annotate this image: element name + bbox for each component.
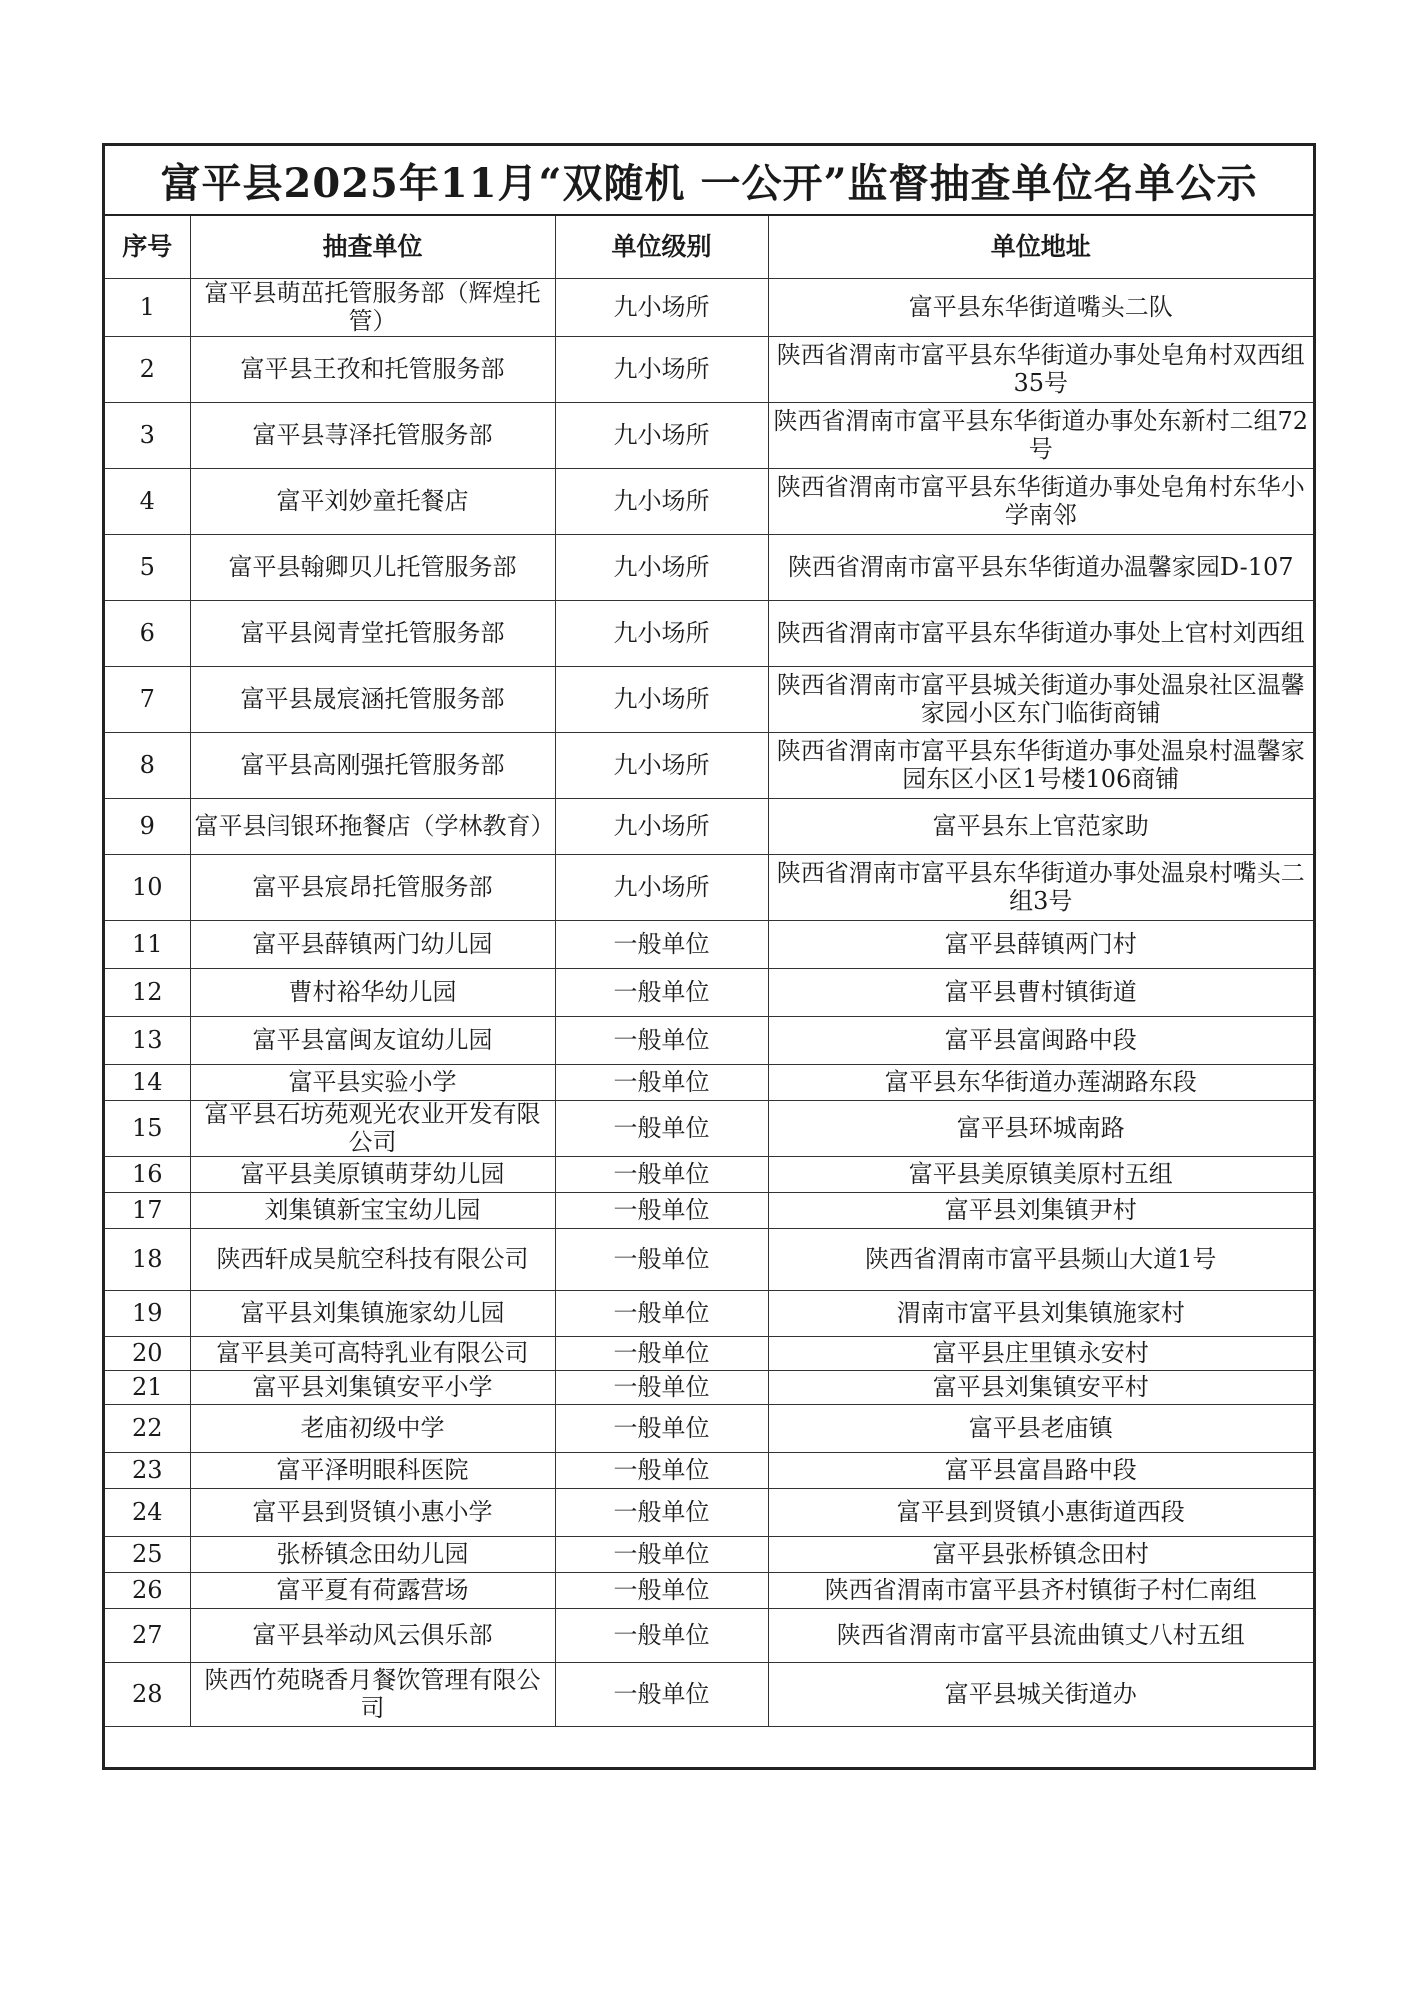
row-unit-level: 一般单位 — [555, 1157, 768, 1193]
row-unit-name: 张桥镇念田幼儿园 — [190, 1537, 555, 1573]
row-seq: 27 — [105, 1609, 190, 1663]
document-title: 富平县2025年11月“双随机 一公开”监督抽查单位名单公示 — [105, 146, 1313, 216]
row-unit-address: 富平县刘集镇安平村 — [768, 1371, 1313, 1405]
row-unit-level: 一般单位 — [555, 1229, 768, 1291]
row-unit-name: 富平县荨泽托管服务部 — [190, 403, 555, 469]
row-seq: 3 — [105, 403, 190, 469]
row-unit-level: 九小场所 — [555, 855, 768, 921]
table-row — [105, 469, 1313, 535]
table-row — [105, 1291, 1313, 1337]
row-unit-address: 渭南市富平县刘集镇施家村 — [768, 1291, 1313, 1337]
table-row — [105, 1371, 1313, 1405]
row-unit-level: 九小场所 — [555, 279, 768, 337]
row-unit-address: 富平县刘集镇尹村 — [768, 1193, 1313, 1229]
row-seq: 17 — [105, 1193, 190, 1229]
row-unit-name: 富平县王孜和托管服务部 — [190, 337, 555, 403]
row-unit-name: 曹村裕华幼儿园 — [190, 969, 555, 1017]
row-unit-name: 富平县实验小学 — [190, 1065, 555, 1101]
table-row — [105, 1157, 1313, 1193]
table-row — [105, 1065, 1313, 1101]
row-unit-address: 富平县东上官范家助 — [768, 799, 1313, 855]
table-row — [105, 279, 1313, 337]
table-row — [105, 601, 1313, 667]
table-row — [105, 1229, 1313, 1291]
table-row — [105, 1017, 1313, 1065]
row-unit-name: 富平县晟宸涵托管服务部 — [190, 667, 555, 733]
table-row — [105, 403, 1313, 469]
row-unit-level: 九小场所 — [555, 337, 768, 403]
row-unit-name: 富平县美可高特乳业有限公司 — [190, 1337, 555, 1371]
header-address: 单位地址 — [768, 216, 1313, 279]
inspection-table — [105, 216, 1313, 1727]
row-unit-level: 一般单位 — [555, 1101, 768, 1157]
row-unit-name: 富平县到贤镇小惠小学 — [190, 1489, 555, 1537]
row-unit-name: 富平县阅青堂托管服务部 — [190, 601, 555, 667]
table-row — [105, 1453, 1313, 1489]
row-seq: 21 — [105, 1371, 190, 1405]
row-seq: 4 — [105, 469, 190, 535]
row-seq: 20 — [105, 1337, 190, 1371]
table-row — [105, 535, 1313, 601]
row-unit-address: 富平县美原镇美原村五组 — [768, 1157, 1313, 1193]
row-unit-name: 富平县富闽友谊幼儿园 — [190, 1017, 555, 1065]
row-unit-name: 富平县刘集镇安平小学 — [190, 1371, 555, 1405]
row-unit-address: 陕西省渭南市富平县流曲镇丈八村五组 — [768, 1609, 1313, 1663]
row-unit-name: 老庙初级中学 — [190, 1405, 555, 1453]
row-unit-level: 九小场所 — [555, 403, 768, 469]
row-unit-name: 富平县刘集镇施家幼儿园 — [190, 1291, 555, 1337]
row-unit-name: 富平县翰卿贝儿托管服务部 — [190, 535, 555, 601]
row-unit-address: 富平县到贤镇小惠街道西段 — [768, 1489, 1313, 1537]
row-seq: 18 — [105, 1229, 190, 1291]
row-seq: 10 — [105, 855, 190, 921]
table-header-row — [105, 216, 1313, 279]
table-row — [105, 1537, 1313, 1573]
table-row — [105, 921, 1313, 969]
row-unit-level: 九小场所 — [555, 601, 768, 667]
row-seq: 6 — [105, 601, 190, 667]
row-seq: 9 — [105, 799, 190, 855]
row-unit-name: 陕西竹苑晓香月餐饮管理有限公司 — [190, 1663, 555, 1727]
table-row — [105, 855, 1313, 921]
row-unit-name: 富平县萌茁托管服务部（辉煌托管） — [190, 279, 555, 337]
table-row — [105, 733, 1313, 799]
table-row — [105, 1489, 1313, 1537]
row-unit-name: 刘集镇新宝宝幼儿园 — [190, 1193, 555, 1229]
row-unit-level: 一般单位 — [555, 1573, 768, 1609]
table-row — [105, 1405, 1313, 1453]
row-seq: 8 — [105, 733, 190, 799]
table-row — [105, 799, 1313, 855]
table-row — [105, 667, 1313, 733]
row-seq: 22 — [105, 1405, 190, 1453]
row-seq: 23 — [105, 1453, 190, 1489]
table-row — [105, 1663, 1313, 1727]
row-unit-level: 九小场所 — [555, 733, 768, 799]
row-unit-level: 一般单位 — [555, 1537, 768, 1573]
row-unit-address: 陕西省渭南市富平县东华街道办事处皂角村东华小学南邻 — [768, 469, 1313, 535]
row-unit-level: 一般单位 — [555, 1453, 768, 1489]
row-unit-level: 九小场所 — [555, 799, 768, 855]
row-unit-name: 富平县薛镇两门幼儿园 — [190, 921, 555, 969]
row-unit-address: 富平县曹村镇街道 — [768, 969, 1313, 1017]
row-seq: 14 — [105, 1065, 190, 1101]
notice-document — [102, 143, 1316, 1770]
row-seq: 1 — [105, 279, 190, 337]
row-unit-level: 一般单位 — [555, 1291, 768, 1337]
row-unit-address: 富平县富昌路中段 — [768, 1453, 1313, 1489]
table-row — [105, 1337, 1313, 1371]
row-unit-name: 富平县美原镇萌芽幼儿园 — [190, 1157, 555, 1193]
row-unit-address: 陕西省渭南市富平县东华街道办温馨家园D-107 — [768, 535, 1313, 601]
row-unit-level: 九小场所 — [555, 469, 768, 535]
header-seq: 序号 — [105, 216, 190, 279]
row-seq: 25 — [105, 1537, 190, 1573]
row-unit-address: 陕西省渭南市富平县东华街道办事处东新村二组72号 — [768, 403, 1313, 469]
row-seq: 7 — [105, 667, 190, 733]
row-unit-address: 陕西省渭南市富平县频山大道1号 — [768, 1229, 1313, 1291]
row-unit-name: 富平县高刚强托管服务部 — [190, 733, 555, 799]
row-unit-level: 一般单位 — [555, 1371, 768, 1405]
row-unit-level: 一般单位 — [555, 921, 768, 969]
row-unit-level: 一般单位 — [555, 1405, 768, 1453]
row-unit-level: 一般单位 — [555, 969, 768, 1017]
row-unit-name: 陕西轩成昊航空科技有限公司 — [190, 1229, 555, 1291]
row-unit-level: 一般单位 — [555, 1193, 768, 1229]
table-row — [105, 1193, 1313, 1229]
row-seq: 24 — [105, 1489, 190, 1537]
row-unit-level: 九小场所 — [555, 667, 768, 733]
row-unit-name: 富平县闫银环拖餐店（学林教育） — [190, 799, 555, 855]
row-unit-address: 富平县张桥镇念田村 — [768, 1537, 1313, 1573]
row-unit-address: 陕西省渭南市富平县东华街道办事处温泉村嘴头二组3号 — [768, 855, 1313, 921]
row-unit-address: 富平县薛镇两门村 — [768, 921, 1313, 969]
row-unit-address: 陕西省渭南市富平县东华街道办事处皂角村双西组35号 — [768, 337, 1313, 403]
row-unit-name: 富平县石坊苑观光农业开发有限公司 — [190, 1101, 555, 1157]
row-seq: 11 — [105, 921, 190, 969]
row-unit-address: 陕西省渭南市富平县东华街道办事处上官村刘西组 — [768, 601, 1313, 667]
table-row — [105, 969, 1313, 1017]
row-seq: 12 — [105, 969, 190, 1017]
header-unit: 抽查单位 — [190, 216, 555, 279]
row-seq: 26 — [105, 1573, 190, 1609]
row-seq: 16 — [105, 1157, 190, 1193]
row-unit-name: 富平夏有荷露营场 — [190, 1573, 555, 1609]
row-unit-level: 一般单位 — [555, 1663, 768, 1727]
row-unit-level: 九小场所 — [555, 535, 768, 601]
row-unit-address: 富平县庄里镇永安村 — [768, 1337, 1313, 1371]
row-unit-level: 一般单位 — [555, 1337, 768, 1371]
row-unit-address: 富平县富闽路中段 — [768, 1017, 1313, 1065]
row-unit-address: 陕西省渭南市富平县东华街道办事处温泉村温馨家园东区小区1号楼106商铺 — [768, 733, 1313, 799]
table-row — [105, 1573, 1313, 1609]
row-unit-level: 一般单位 — [555, 1489, 768, 1537]
row-seq: 28 — [105, 1663, 190, 1727]
header-level: 单位级别 — [555, 216, 768, 279]
row-unit-address: 富平县老庙镇 — [768, 1405, 1313, 1453]
row-unit-address: 富平县东华街道嘴头二队 — [768, 279, 1313, 337]
row-seq: 2 — [105, 337, 190, 403]
row-seq: 15 — [105, 1101, 190, 1157]
row-seq: 5 — [105, 535, 190, 601]
row-unit-name: 富平刘妙童托餐店 — [190, 469, 555, 535]
row-seq: 19 — [105, 1291, 190, 1337]
table-row — [105, 1101, 1313, 1157]
row-unit-level: 一般单位 — [555, 1017, 768, 1065]
row-unit-address: 富平县环城南路 — [768, 1101, 1313, 1157]
row-unit-name: 富平县宸昂托管服务部 — [190, 855, 555, 921]
row-unit-level: 一般单位 — [555, 1065, 768, 1101]
row-unit-name: 富平泽明眼科医院 — [190, 1453, 555, 1489]
row-unit-address: 陕西省渭南市富平县城关街道办事处温泉社区温馨家园小区东门临街商铺 — [768, 667, 1313, 733]
table-row — [105, 1609, 1313, 1663]
row-unit-address: 富平县东华街道办莲湖路东段 — [768, 1065, 1313, 1101]
table-row — [105, 337, 1313, 403]
row-unit-address: 陕西省渭南市富平县齐村镇街子村仁南组 — [768, 1573, 1313, 1609]
row-unit-name: 富平县举动风云俱乐部 — [190, 1609, 555, 1663]
row-unit-address: 富平县城关街道办 — [768, 1663, 1313, 1727]
row-unit-level: 一般单位 — [555, 1609, 768, 1663]
row-seq: 13 — [105, 1017, 190, 1065]
